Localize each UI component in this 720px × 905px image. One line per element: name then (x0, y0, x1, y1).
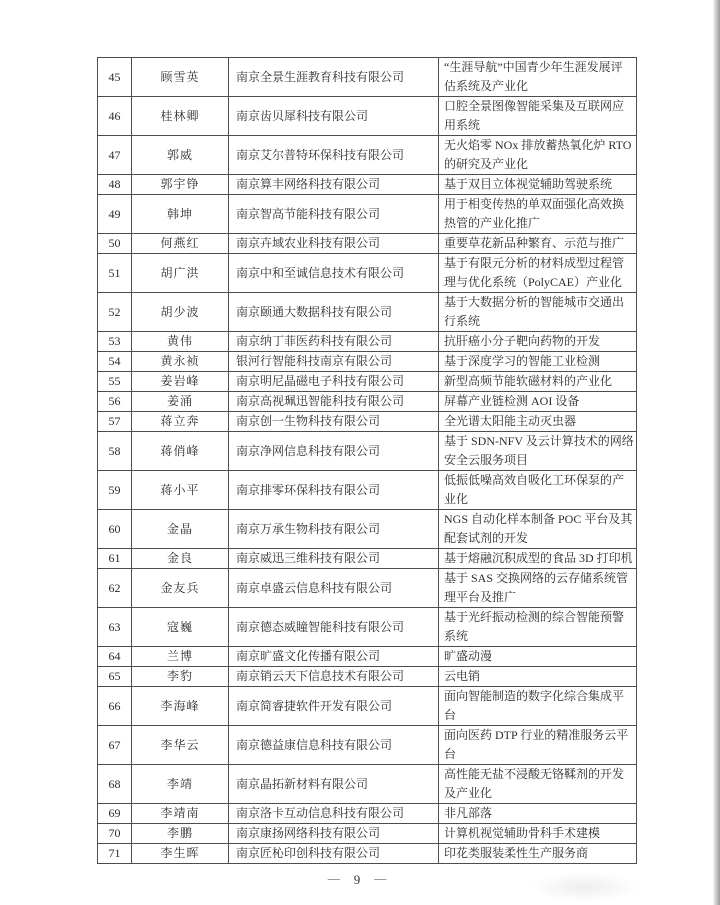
project-title-cell: 高性能无盐不浸酸无铬鞣剂的开发及产业化 (439, 765, 637, 804)
project-title-cell: 基于 SAS 交换网络的云存储系统管理平台及推广 (439, 569, 637, 608)
row-number-cell: 71 (98, 844, 132, 864)
project-title-cell: 印花类服装柔性生产服务商 (439, 844, 637, 864)
project-title-cell: 基于双目立体视觉辅助驾驶系统 (439, 175, 637, 195)
company-name-cell: 南京高视珮迅智能科技有限公司 (229, 392, 439, 412)
row-number-cell: 60 (98, 510, 132, 549)
project-title-cell: 旷盛动漫 (439, 647, 637, 667)
company-name-cell: 南京全景生涯教育科技有限公司 (229, 58, 439, 97)
company-name-cell: 南京颐通大数据科技有限公司 (229, 293, 439, 332)
table-row (98, 254, 637, 293)
company-name-cell: 南京算丰网络科技有限公司 (229, 175, 439, 195)
company-name-cell: 南京智高节能科技有限公司 (229, 195, 439, 234)
company-name-cell: 南京简睿捷软件开发有限公司 (229, 687, 439, 726)
footer-dash-left: — (327, 871, 340, 885)
table-row (98, 195, 637, 234)
company-name-cell: 银河行智能科技南京有限公司 (229, 352, 439, 372)
table-row (98, 765, 637, 804)
row-number-cell: 50 (98, 234, 132, 254)
person-name-cell: 胡少波 (132, 293, 229, 332)
row-number-cell: 69 (98, 804, 132, 824)
project-title-cell: 用于相变传热的单双面强化高效换热管的产业化推广 (439, 195, 637, 234)
table-row (98, 58, 637, 97)
table-row (98, 549, 637, 569)
talent-project-table (97, 57, 637, 864)
person-name-cell: 金良 (132, 549, 229, 569)
table-row (98, 412, 637, 432)
project-title-cell: 全光谱太阳能主动灭虫器 (439, 412, 637, 432)
company-name-cell: 南京创一生物科技有限公司 (229, 412, 439, 432)
person-name-cell: 李靖 (132, 765, 229, 804)
table-body (98, 58, 637, 864)
row-number-cell: 62 (98, 569, 132, 608)
row-number-cell: 46 (98, 97, 132, 136)
person-name-cell: 蒋立奔 (132, 412, 229, 432)
company-name-cell: 南京排零环保科技有限公司 (229, 471, 439, 510)
project-title-cell: 屏幕产业链检测 AOI 设备 (439, 392, 637, 412)
project-title-cell: “生涯导航”中国青少年生涯发展评估系统及产业化 (439, 58, 637, 97)
table-row (98, 726, 637, 765)
project-title-cell: 无火焰零 NOx 排放蓄热氧化炉 RTO 的研究及产业化 (439, 136, 637, 175)
project-title-cell: 面向智能制造的数字化综合集成平台 (439, 687, 637, 726)
row-number-cell: 56 (98, 392, 132, 412)
project-title-cell: 云电销 (439, 667, 637, 687)
person-name-cell: 何燕红 (132, 234, 229, 254)
person-name-cell: 李华云 (132, 726, 229, 765)
company-name-cell: 南京明尼晶磁电子科技有限公司 (229, 372, 439, 392)
company-name-cell: 南京洛卡互动信息科技有限公司 (229, 804, 439, 824)
company-name-cell: 南京艾尔普特环保科技有限公司 (229, 136, 439, 175)
person-name-cell: 李靖南 (132, 804, 229, 824)
project-title-cell: 重要草花新品种繁育、示范与推广 (439, 234, 637, 254)
company-name-cell: 南京销云天下信息技术有限公司 (229, 667, 439, 687)
company-name-cell: 南京卓盛云信息科技有限公司 (229, 569, 439, 608)
table-row (98, 175, 637, 195)
table-row (98, 332, 637, 352)
row-number-cell: 58 (98, 432, 132, 471)
project-title-cell: NGS 自动化样本制备 POC 平台及其配套试剂的开发 (439, 510, 637, 549)
person-name-cell: 蒋俏峰 (132, 432, 229, 471)
person-name-cell: 韩坤 (132, 195, 229, 234)
company-name-cell: 南京净网信息科技有限公司 (229, 432, 439, 471)
company-name-cell: 南京卉域农业科技有限公司 (229, 234, 439, 254)
table-row (98, 392, 637, 412)
page-number: 9 (353, 872, 361, 887)
project-title-cell: 基于 SDN-NFV 及云计算技术的网络安全云服务项目 (439, 432, 637, 471)
person-name-cell: 李海峰 (132, 687, 229, 726)
row-number-cell: 64 (98, 647, 132, 667)
row-number-cell: 68 (98, 765, 132, 804)
row-number-cell: 59 (98, 471, 132, 510)
company-name-cell: 南京德益康信息科技有限公司 (229, 726, 439, 765)
row-number-cell: 53 (98, 332, 132, 352)
project-title-cell: 基于光纤振动检测的综合智能预警系统 (439, 608, 637, 647)
person-name-cell: 寇巍 (132, 608, 229, 647)
row-number-cell: 52 (98, 293, 132, 332)
person-name-cell: 黄永祯 (132, 352, 229, 372)
footer-dash-right: — (374, 871, 387, 885)
person-name-cell: 姜涌 (132, 392, 229, 412)
person-name-cell: 顾雪英 (132, 58, 229, 97)
company-name-cell: 南京万承生物科技有限公司 (229, 510, 439, 549)
person-name-cell: 黄伟 (132, 332, 229, 352)
table-row (98, 234, 637, 254)
person-name-cell: 金友兵 (132, 569, 229, 608)
row-number-cell: 63 (98, 608, 132, 647)
company-name-cell: 南京威迅三维科技有限公司 (229, 549, 439, 569)
company-name-cell: 南京齿贝犀科技有限公司 (229, 97, 439, 136)
row-number-cell: 70 (98, 824, 132, 844)
project-title-cell: 基于熔融沉积成型的食品 3D 打印机 (439, 549, 637, 569)
person-name-cell: 桂林卿 (132, 97, 229, 136)
row-number-cell: 55 (98, 372, 132, 392)
table-row (98, 824, 637, 844)
row-number-cell: 51 (98, 254, 132, 293)
table-row (98, 293, 637, 332)
company-name-cell: 南京旷盛文化传播有限公司 (229, 647, 439, 667)
person-name-cell: 金晶 (132, 510, 229, 549)
person-name-cell: 李鹏 (132, 824, 229, 844)
person-name-cell: 蒋小平 (132, 471, 229, 510)
project-title-cell: 基于有限元分析的材料成型过程管理与优化系统（PolyCAE）产业化 (439, 254, 637, 293)
company-name-cell: 南京康扬网络科技有限公司 (229, 824, 439, 844)
row-number-cell: 49 (98, 195, 132, 234)
table-row (98, 667, 637, 687)
project-title-cell: 新型高频节能软磁材料的产业化 (439, 372, 637, 392)
row-number-cell: 57 (98, 412, 132, 432)
row-number-cell: 65 (98, 667, 132, 687)
table-row (98, 372, 637, 392)
person-name-cell: 郭宇铮 (132, 175, 229, 195)
company-name-cell: 南京中和至诚信息技术有限公司 (229, 254, 439, 293)
project-title-cell: 计算机视觉辅助骨科手术建模 (439, 824, 637, 844)
person-name-cell: 李生晖 (132, 844, 229, 864)
row-number-cell: 45 (98, 58, 132, 97)
project-title-cell: 口腔全景图像智能采集及互联网应用系统 (439, 97, 637, 136)
table-row (98, 352, 637, 372)
table-row (98, 687, 637, 726)
project-title-cell: 抗肝癌小分子靶向药物的开发 (439, 332, 637, 352)
row-number-cell: 47 (98, 136, 132, 175)
table-row (98, 510, 637, 549)
table-row (98, 569, 637, 608)
row-number-cell: 67 (98, 726, 132, 765)
table-row (98, 136, 637, 175)
page-footer (0, 872, 714, 888)
row-number-cell: 48 (98, 175, 132, 195)
row-number-cell: 54 (98, 352, 132, 372)
table-row (98, 471, 637, 510)
person-name-cell: 李豹 (132, 667, 229, 687)
table-row (98, 804, 637, 824)
company-name-cell: 南京晶拓新材料有限公司 (229, 765, 439, 804)
project-title-cell: 面向医药 DTP 行业的精准服务云平台 (439, 726, 637, 765)
company-name-cell: 南京匠杺印创科技有限公司 (229, 844, 439, 864)
company-name-cell: 南京德态威瞳智能科技有限公司 (229, 608, 439, 647)
project-title-cell: 非凡部落 (439, 804, 637, 824)
person-name-cell: 郭威 (132, 136, 229, 175)
table-row (98, 432, 637, 471)
table-row (98, 844, 637, 864)
project-title-cell: 基于大数据分析的智能城市交通出行系统 (439, 293, 637, 332)
table-row (98, 647, 637, 667)
row-number-cell: 66 (98, 687, 132, 726)
page-right-edge-shadow (713, 0, 720, 905)
project-title-cell: 低振低噪高效自吸化工环保泵的产业化 (439, 471, 637, 510)
table-row (98, 97, 637, 136)
company-name-cell: 南京纳丁菲医药科技有限公司 (229, 332, 439, 352)
table-row (98, 608, 637, 647)
person-name-cell: 兰博 (132, 647, 229, 667)
person-name-cell: 胡广洪 (132, 254, 229, 293)
row-number-cell: 61 (98, 549, 132, 569)
project-title-cell: 基于深度学习的智能工业检测 (439, 352, 637, 372)
person-name-cell: 姜岩峰 (132, 372, 229, 392)
